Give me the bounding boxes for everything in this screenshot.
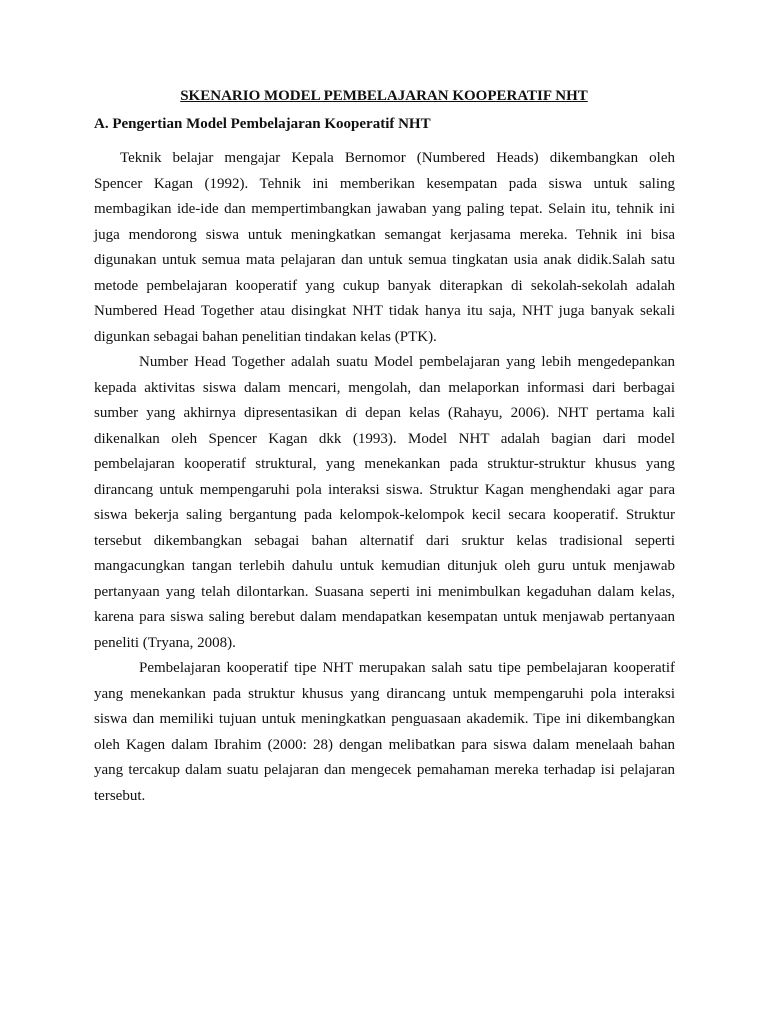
paragraph-line: metode pembelajaran kooperatif yang cukup banyak diterapkan di sekolah-sekolah adalah [94, 277, 675, 294]
document-title: SKENARIO MODEL PEMBELAJARAN KOOPERATIF NHT [180, 88, 588, 104]
paragraph-line: digunakan untuk semua mata pelajaran dan untuk semua tingkatan usia anak didik.Salah satu [94, 252, 675, 268]
paragraph-line: peneliti (Tryana, 2008). [94, 634, 236, 651]
paragraph-line: Numbered Head Together atau disingkat NHT tidak hanya itu saja, NHT juga banyak sekali [94, 303, 675, 319]
paragraph-line: karena para siswa saling berebut dalam mendapatkan kesempatan untuk menjawab pertanyaan [94, 609, 675, 625]
paragraph-line: mangacungkan tangan terlebih dahulu untuk kemudian ditunjuk oleh guru untuk menjawab [94, 558, 675, 574]
paragraph-line: siswa bekerja saling bergantung pada kelompok-kelompok kecil secara kooperatif. Struktur [94, 507, 675, 523]
paragraph-line: dirancang untuk mempengaruhi pola interaksi siswa. Struktur Kagan menghendaki agar para [94, 481, 675, 498]
paragraph-line: Number Head Together adalah suatu Model pembelajaran yang lebih mengedepankan [139, 354, 675, 370]
paragraph-1 [94, 146, 675, 350]
paragraph-line: oleh Kagen dalam Ibrahim (2000: 28) dengan melibatkan para siswa dalam menelaah bahan [94, 736, 675, 753]
paragraph-line: Teknik belajar mengajar Kepala Bernomor (Numbered Heads) dikembangkan oleh [120, 150, 675, 166]
paragraph-line: Pembelajaran kooperatif tipe NHT merupakan salah satu tipe pembelajaran kooperatif [139, 660, 675, 676]
paragraph-line: dikenalkan oleh Spencer Kagan dkk (1993). Model NHT adalah bagian dari model [94, 430, 675, 447]
paragraph-line: siswa dan memiliki tujuan untuk meningkatkan penguasaan akademik. Tipe ini dikembangkan [94, 711, 675, 727]
paragraph-line: Spencer Kagan (1992). Tehnik ini memberikan kesempatan pada siswa untuk saling [94, 175, 675, 192]
paragraph-line: tersebut dikembangkan sebagai bahan alternatif dari sruktur kelas tradisional seperti [94, 532, 675, 549]
paragraph-line: pertanyaan yang telah dilontarkan. Suasana seperti ini menimbulkan kegaduhan dalam kelas, [94, 583, 675, 600]
section-heading: A. Pengertian Model Pembelajaran Kooperatif NHT [94, 116, 431, 132]
paragraph-2 [94, 350, 675, 656]
paragraph-line: sumber yang akhirnya dipresentasikan di depan kelas (Rahayu, 2006). NHT pertama kali [94, 405, 675, 421]
paragraph-line: tersebut. [94, 787, 146, 804]
paragraph-3 [94, 656, 675, 809]
paragraph-line: pembelajaran kooperatif struktural, yang menekankan pada struktur-struktur khusus yang [94, 456, 675, 472]
paragraph-line: juga mendorong siswa untuk meningkatkan semangat kerjasama mereka. Tehnik ini bisa [94, 226, 675, 243]
paragraph-line: digunkan sebagai bahan penelitian tindakan kelas (PTK). [94, 328, 437, 345]
paragraph-line: kepada aktivitas siswa dalam mencari, mengolah, dan melaporkan informasi dari berbagai [94, 379, 675, 396]
paragraph-line: yang tercakup dalam suatu pelajaran dan mengecek pemahaman mereka terhadap isi pelajaran [94, 762, 675, 778]
paragraph-line: yang menekankan pada struktur khusus yang dirancang untuk mempengaruhi pola interaksi [94, 685, 675, 702]
paragraph-line: membagikan ide-ide dan mempertimbangkan jawaban yang paling tepat. Selain itu, tehnik ini [94, 201, 675, 217]
